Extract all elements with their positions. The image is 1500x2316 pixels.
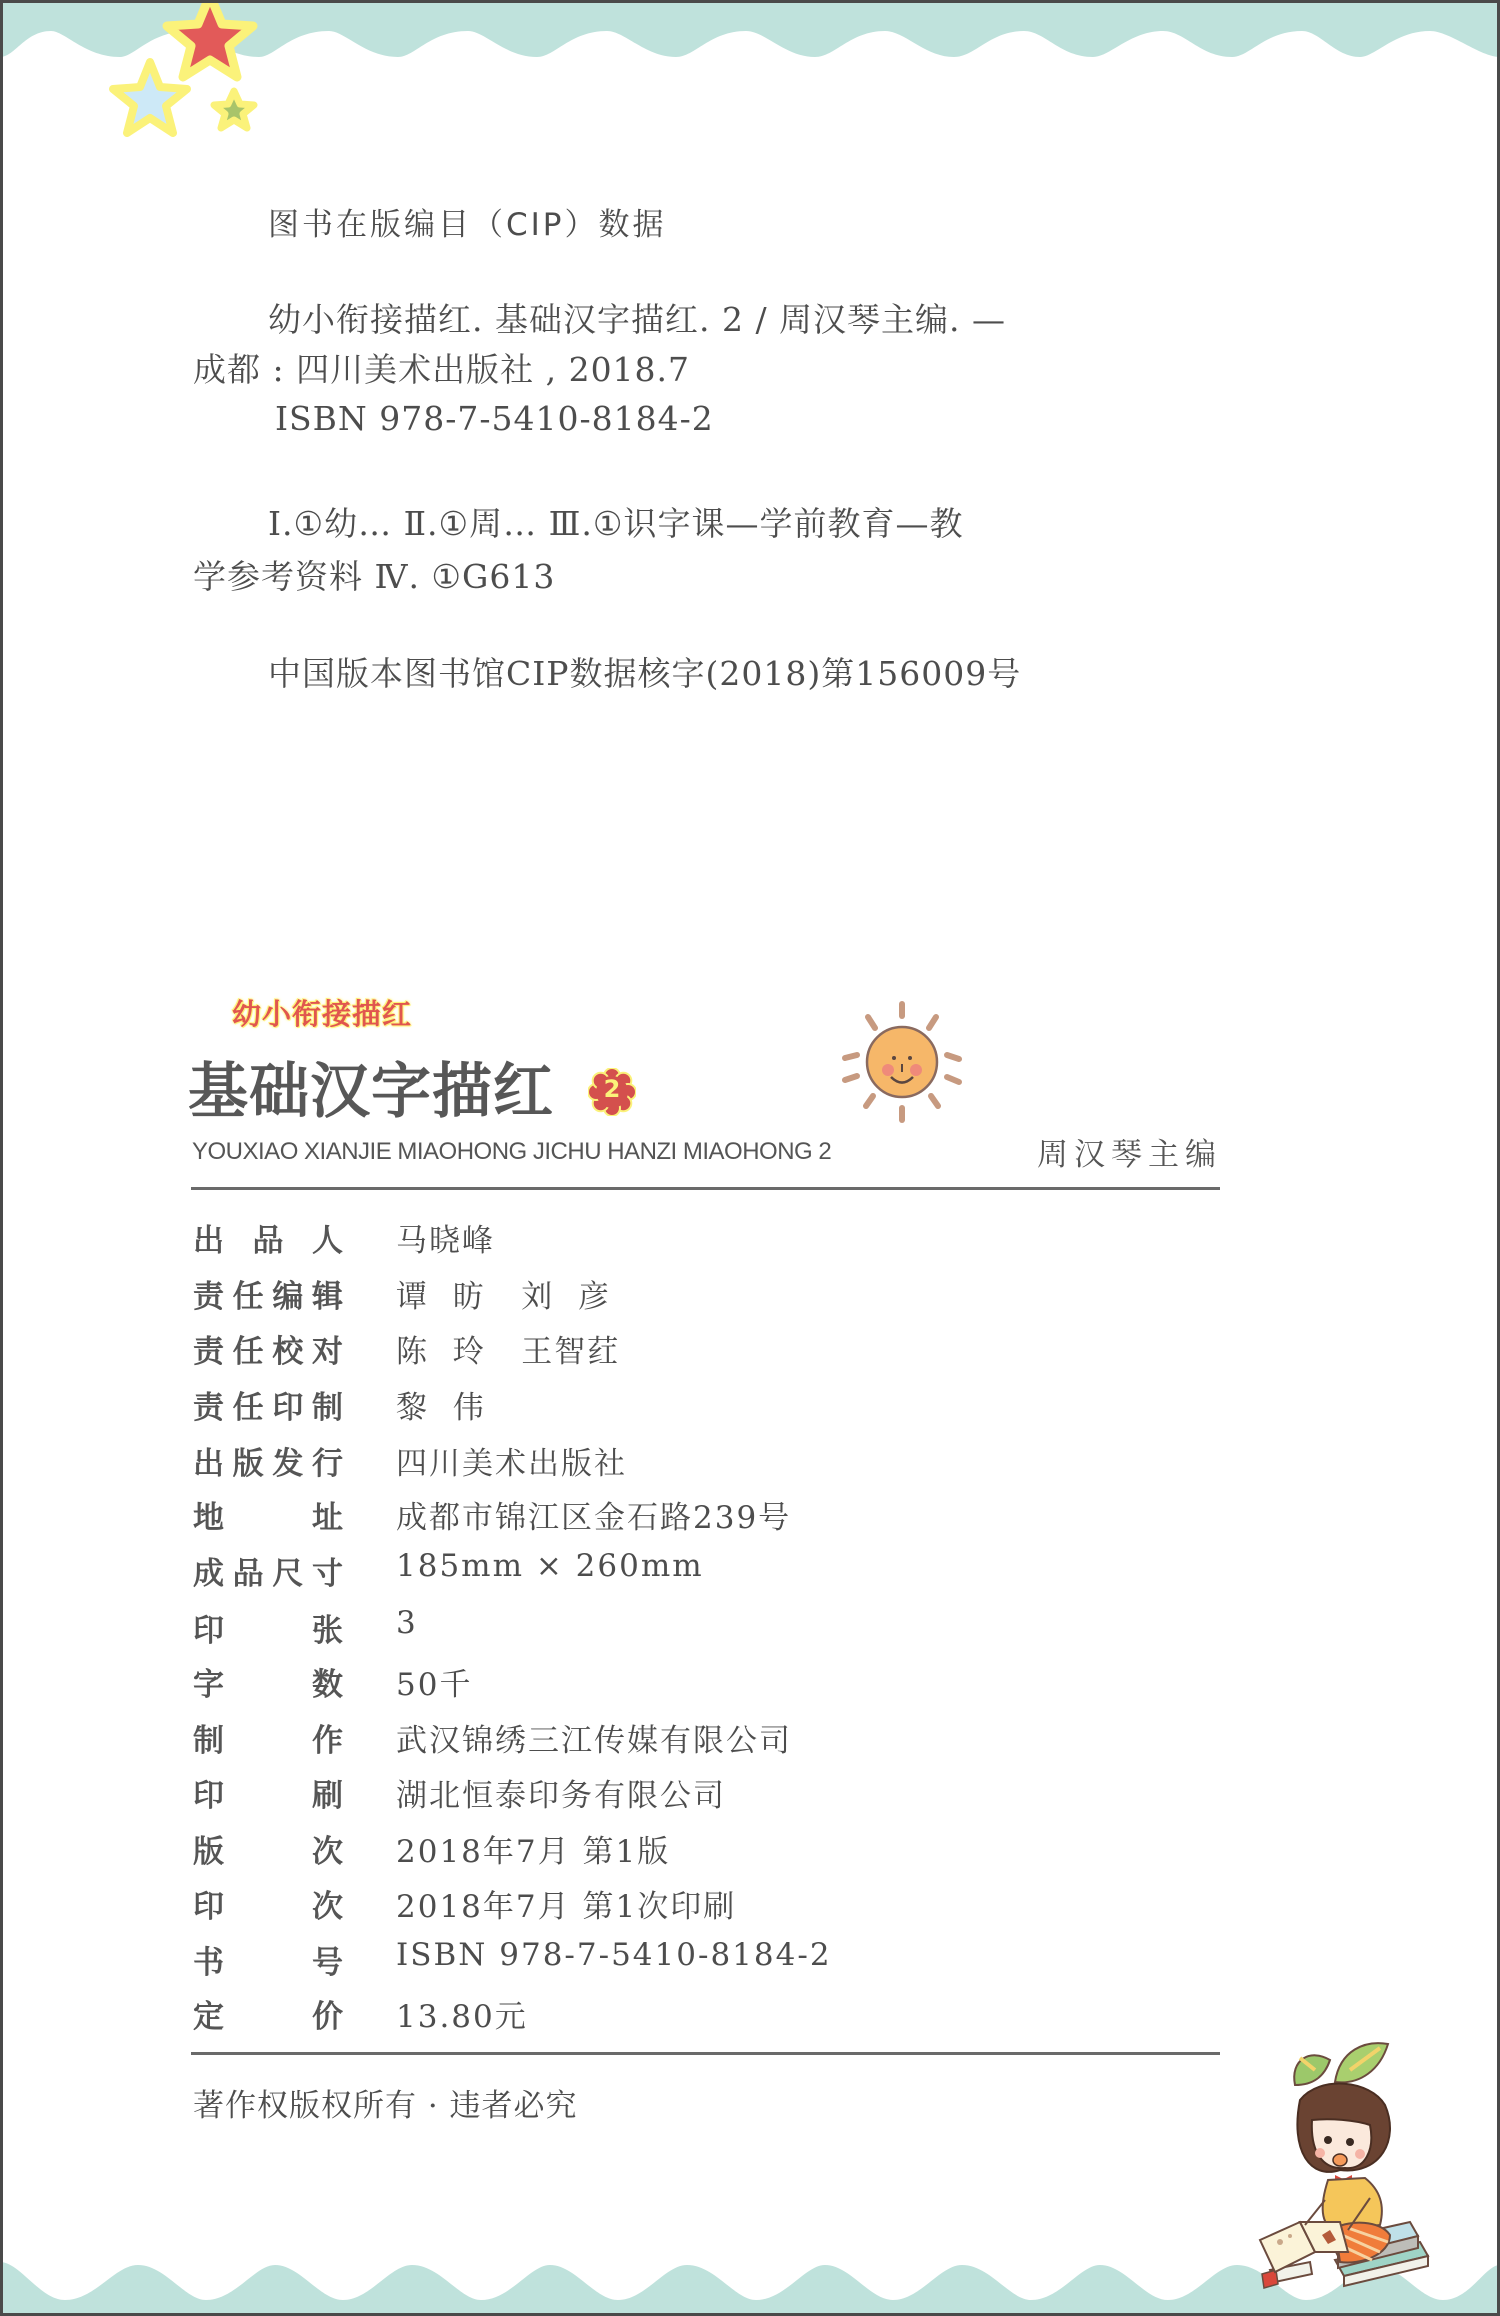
girl-reading-illustration [1240, 2030, 1470, 2300]
row-label-producer: 制 作 [193, 1723, 343, 1759]
pinyin-title: YOUXIAO XIANJIE MIAOHONG JICHU HANZI MIAOHONG 2 [192, 1138, 832, 1165]
row-value-printing: 2018年7月 第1次印刷 [396, 1889, 737, 1925]
volume-number: 2 [603, 1075, 621, 1103]
row-label-edition: 版 次 [193, 1834, 343, 1870]
cip-publisher-line: 成都 : 四川美术出版社 , 2018.7 [193, 350, 691, 389]
bottom-divider [191, 2052, 1220, 2055]
row-value-isbn: ISBN 978-7-5410-8184-2 [396, 1937, 832, 1973]
cip-record-number: 中国版本图书馆CIP数据核字(2018)第156009号 [268, 654, 1022, 693]
row-value-address: 成都市锦江区金石路239号 [396, 1500, 792, 1536]
row-label-price: 定 价 [193, 1999, 343, 2035]
row-label-sheets: 印 张 [193, 1613, 343, 1649]
row-label-distribution: 出 版 发 行 [193, 1446, 343, 1482]
series-title: 幼小衔接描红 [232, 997, 413, 1031]
row-value-word-count: 50千 [396, 1667, 473, 1703]
row-label-proofreaders: 责 任 校 对 [193, 1334, 343, 1370]
row-label-isbn: 书 号 [193, 1945, 343, 1981]
row-label-editors: 责 任 编 辑 [193, 1279, 343, 1315]
smiling-sun-icon [840, 1000, 965, 1125]
cip-isbn: ISBN 978-7-5410-8184-2 [275, 399, 714, 438]
row-label-address: 地 址 [193, 1500, 343, 1536]
row-value-size: 185mm × 260mm [396, 1548, 704, 1584]
row-label-printer: 印 刷 [193, 1778, 343, 1814]
cip-title-line: 幼小衔接描红. 基础汉字描红. 2 / 周汉琴主编. — [268, 300, 1007, 339]
cip-classification-line1: Ⅰ.①幼… Ⅱ.①周… Ⅲ.①识字课—学前教育—教 [268, 504, 964, 543]
row-label-print-supervisor: 责 任 印 制 [193, 1390, 343, 1426]
row-value-publisher: 马晓峰 [396, 1223, 495, 1259]
volume-badge [588, 1068, 636, 1116]
cip-heading: 图书在版编目（CIP）数据 [268, 207, 667, 243]
cip-classification-line2: 学参考资料 Ⅳ. ①G613 [193, 557, 556, 596]
row-value-sheets: 3 [396, 1605, 418, 1641]
copyright-notice: 著作权版权所有 · 违者必究 [193, 2088, 578, 2124]
row-value-editors: 谭 昉 刘 彦 [396, 1279, 611, 1315]
row-value-printer: 湖北恒泰印务有限公司 [396, 1778, 726, 1814]
book-title: 基础汉字描红 [188, 1057, 554, 1127]
top-divider [191, 1187, 1220, 1190]
row-value-edition: 2018年7月 第1版 [396, 1834, 671, 1870]
row-label-printing: 印 次 [193, 1889, 343, 1925]
row-label-publisher: 出 品 人 [193, 1223, 343, 1259]
row-value-producer: 武汉锦绣三江传媒有限公司 [396, 1723, 792, 1759]
chief-editor: 周汉琴主编 [1037, 1137, 1222, 1173]
red-star-icon [167, 0, 253, 77]
green-star-icon [214, 91, 254, 128]
row-value-print-supervisor: 黎 伟 [396, 1390, 486, 1426]
row-value-proofreaders: 陈 玲 王智荭 [396, 1334, 621, 1370]
row-value-distribution: 四川美术出版社 [396, 1446, 627, 1482]
row-value-price: 13.80元 [396, 1999, 528, 2035]
blue-star-icon [113, 62, 187, 133]
stars-decoration [90, 0, 290, 150]
row-label-word-count: 字 数 [193, 1667, 343, 1703]
row-label-size: 成 品 尺 寸 [193, 1556, 343, 1592]
leaf-hair-bow-icon [1294, 2043, 1388, 2085]
